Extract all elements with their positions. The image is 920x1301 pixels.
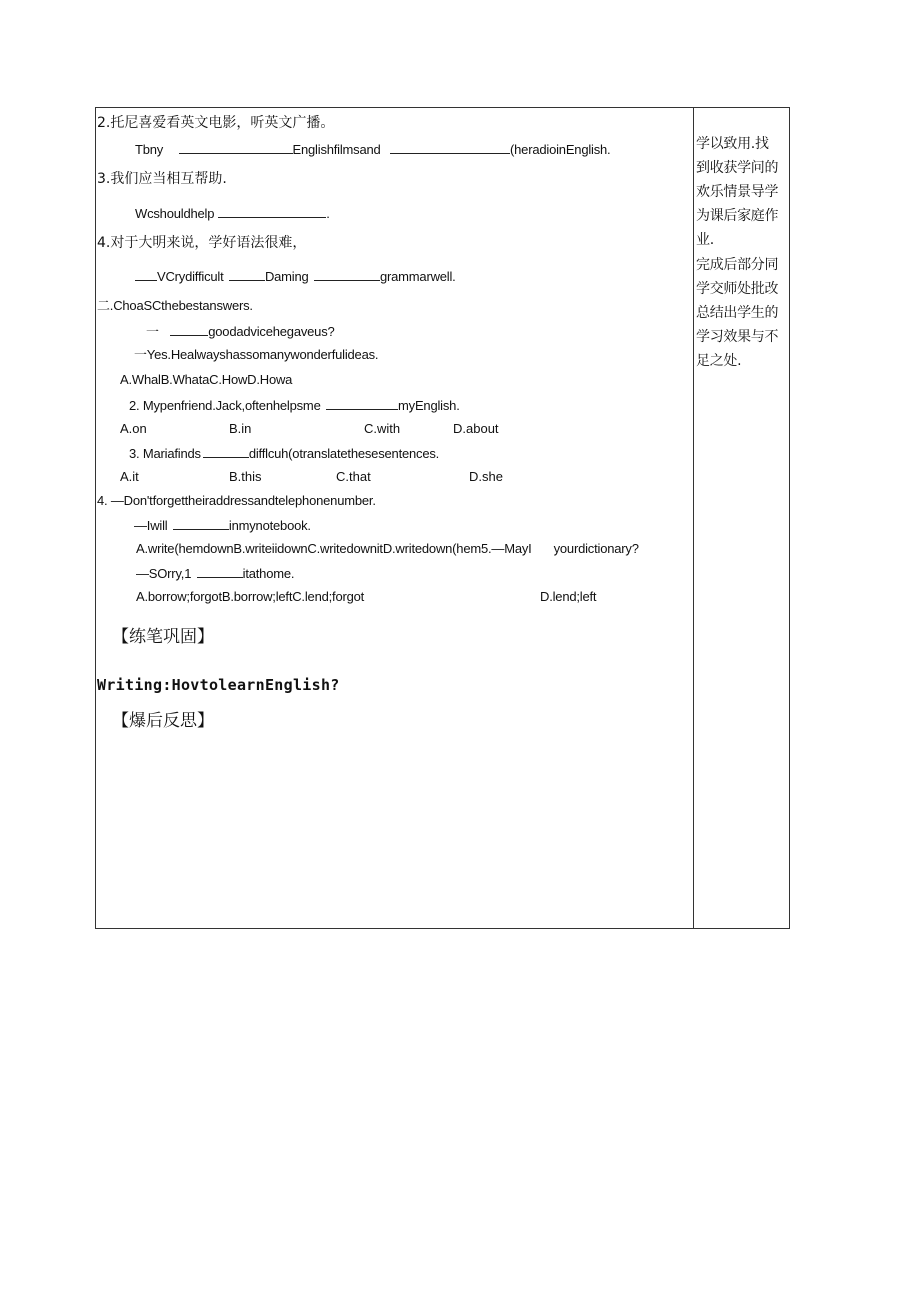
answer-blank[interactable] xyxy=(179,141,293,154)
answer-blank[interactable] xyxy=(314,268,380,281)
choice-q4-reply xyxy=(134,517,311,534)
choice-q3-option-b[interactable]: B.this xyxy=(229,469,262,484)
choice-q2-option-a[interactable]: A.on xyxy=(120,421,147,436)
choice-q3-option-d[interactable]: D.she xyxy=(469,469,503,484)
q1-text: goodadvicehegaveus? xyxy=(208,324,335,339)
q4-reply-text: —Iwill xyxy=(134,518,168,533)
translation-q4-chinese: 4.对于大明来说，学好语法很难， xyxy=(97,235,307,251)
choice-q5-reply xyxy=(136,565,294,582)
q3-text-a: Wcshouldhelp xyxy=(135,206,215,221)
answer-blank[interactable] xyxy=(390,141,510,154)
choice-q2-option-c[interactable]: C.with xyxy=(364,421,401,436)
q4-reply-text-b: inmynotebook. xyxy=(228,518,311,533)
answer-blank[interactable] xyxy=(326,397,398,410)
choice-q1-reply: 一Yes.Healwayshassomanywonderfulideas. xyxy=(134,347,379,362)
answer-blank[interactable] xyxy=(135,268,157,281)
answer-blank[interactable] xyxy=(229,268,265,281)
translation-q4-english xyxy=(135,268,456,285)
q3-stem-text-b: difflcuh(otranslatethesesentences. xyxy=(248,446,440,461)
answer-blank[interactable] xyxy=(203,445,249,458)
choice-q4-stem: 4. —Don'tforgettheiraddressandtelephonenumber. xyxy=(97,493,376,508)
q4-text-c: grammarwell. xyxy=(379,269,456,284)
choice-q2-option-b[interactable]: B.in xyxy=(229,421,252,436)
answer-blank[interactable] xyxy=(173,517,229,530)
translation-q2-english xyxy=(135,141,610,158)
sidebar-line: 为课后家庭作 xyxy=(696,208,779,224)
q2-text-a: Tbny xyxy=(135,142,164,157)
choice-q2-stem xyxy=(129,397,460,414)
sidebar-line: 完成后部分同 xyxy=(696,257,779,273)
q3-stem-text: 3. Mariafinds xyxy=(129,446,201,461)
sidebar-line: 学习效果与不 xyxy=(696,329,779,345)
q5-reply-text-b: itathome. xyxy=(242,566,295,581)
q2-text-b: Englishfilmsand xyxy=(292,142,381,157)
q2-stem-text-b: myEnglish. xyxy=(398,398,460,413)
q4-text-a: VCrydifficult xyxy=(157,269,224,284)
sidebar-line: 欢乐情景导学 xyxy=(696,184,779,200)
sidebar-line: 足之处. xyxy=(696,353,742,369)
q5-reply-text: —SOrry,1 xyxy=(136,566,192,581)
q2-stem-text: 2. Mypenfriend.Jack,oftenhelpsme xyxy=(129,398,321,413)
answer-blank[interactable] xyxy=(170,323,208,336)
q1-dash: 一 xyxy=(146,324,159,339)
choice-q2-option-d[interactable]: D.about xyxy=(453,421,499,436)
answer-blank[interactable] xyxy=(218,205,326,218)
sidebar-line: 到收获学问的 xyxy=(696,160,779,176)
q3-text-b: . xyxy=(326,206,330,221)
q2-text-c: (heradioinEnglish. xyxy=(510,142,611,157)
choice-q1-stem xyxy=(146,323,335,340)
choice-q3-option-a[interactable]: A.it xyxy=(120,469,139,484)
q4-options-text: A.write(hemdownB.writeiidownC.writedownitD.writedown(hem5.—MayI xyxy=(136,541,532,556)
column-divider xyxy=(693,107,694,929)
translation-q2-chinese: 2.托尼喜爱看英文电影，听英文广播。 xyxy=(97,115,335,131)
practice-heading: 【练笔巩固】 xyxy=(112,627,214,647)
reflection-heading: 【爆后反思】 xyxy=(112,711,214,731)
sidebar-line: 学交师处批改 xyxy=(696,281,779,297)
choice-q5-options-abc: A.borrow;forgotB.borrow;leftC.lend;forgot xyxy=(136,589,365,604)
sidebar-line: 业. xyxy=(696,232,714,248)
choice-q1-options: A.WhalB.WhataC.HowD.Howa xyxy=(120,372,293,387)
writing-prompt: Writing:HovtolearnEnglish? xyxy=(97,676,340,694)
q5-stem-text: yourdictionary? xyxy=(553,541,639,556)
sidebar-line: 总结出学生的 xyxy=(696,305,779,321)
choice-heading: 二.ChoaSCthebestanswers. xyxy=(97,298,253,313)
translation-q3-chinese: 3.我们应当相互帮助. xyxy=(97,171,227,187)
sidebar-line: 学以致用.找 xyxy=(696,136,769,152)
choice-q3-stem xyxy=(129,445,439,462)
answer-blank[interactable] xyxy=(197,565,243,578)
choice-q4-options xyxy=(136,541,639,557)
choice-q5-option-d: D.lend;left xyxy=(540,589,597,604)
q4-text-b: Daming xyxy=(264,269,309,284)
translation-q3-english xyxy=(135,205,330,222)
choice-q3-option-c[interactable]: C.that xyxy=(336,469,371,484)
